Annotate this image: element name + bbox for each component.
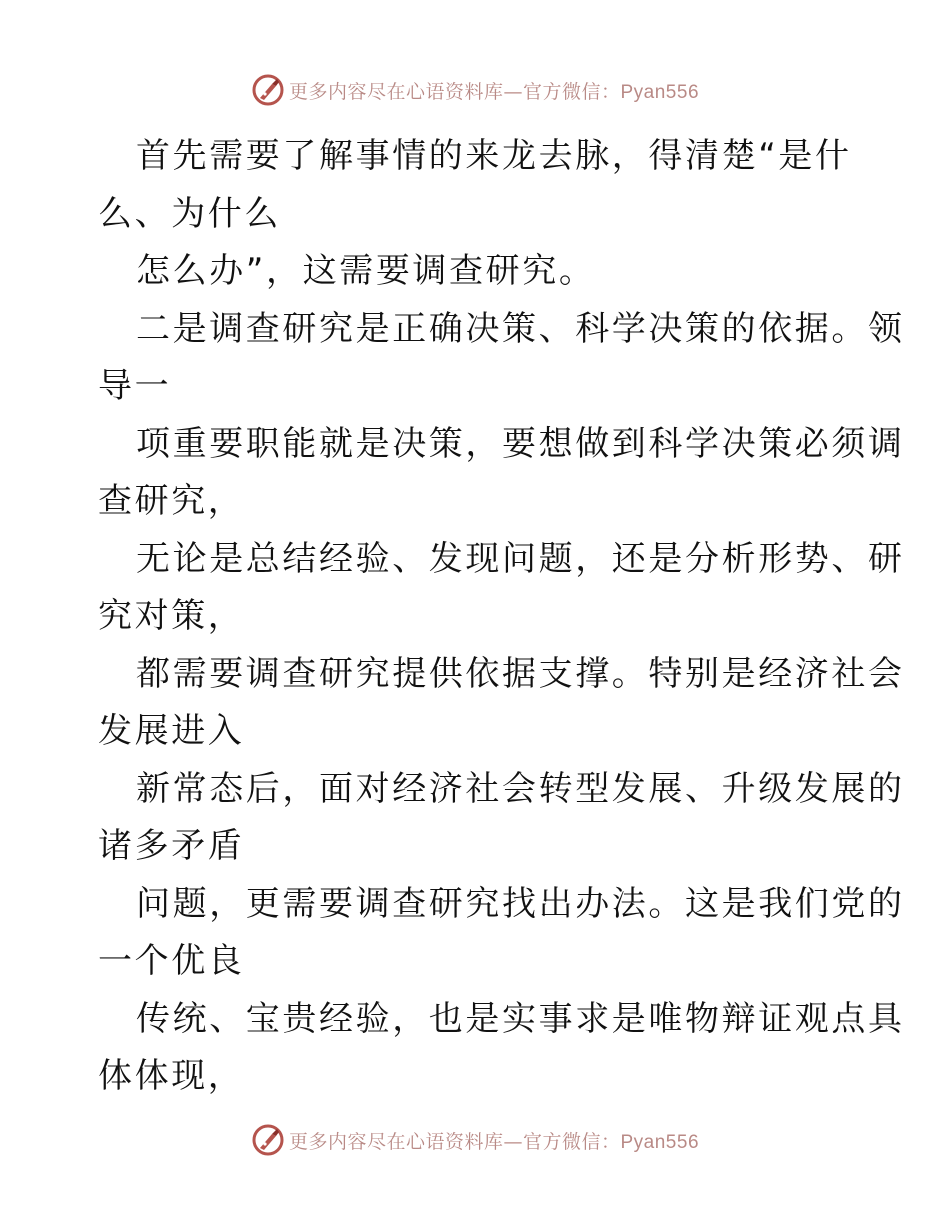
text-line: 都需要调查研究提供依据支撑。特别是经济社会 — [136, 653, 905, 694]
header-wechat-label: 官方微信： — [522, 80, 621, 103]
header-banner — [0, 72, 950, 108]
text-line: 究对策， — [98, 596, 245, 636]
footer-wechat-label: 官方微信： — [522, 1130, 621, 1153]
text-line: 无论是总结经验、发现问题，还是分析形势、研 — [136, 538, 905, 579]
text-line: 体体现， — [98, 1056, 245, 1096]
footer-title: 更多内容尽在心语资料库 — [288, 1130, 504, 1153]
header-wechat-id: Pyan556 — [620, 81, 700, 103]
text-line: 首先需要了解事情的来龙去脉，得清楚“是什 — [136, 136, 852, 176]
footer-wechat-id: Pyan556 — [620, 1131, 700, 1153]
header-title: 更多内容尽在心语资料库 — [288, 80, 504, 103]
header-text — [289, 77, 699, 104]
text-line: 项重要职能就是决策，要想做到科学决策必须调 — [136, 423, 905, 464]
pen-nib-logo-icon — [251, 73, 285, 107]
text-line: 传统、宝贵经验，也是实事求是唯物辩证观点具 — [136, 998, 905, 1039]
text-line: 发展进入 — [98, 711, 245, 751]
document-body — [98, 128, 905, 1106]
footer-dash: — — [503, 1130, 523, 1153]
text-line: 二是调查研究是正确决策、科学决策的依据。领 — [136, 308, 905, 349]
footer-text — [289, 1127, 699, 1154]
footer-banner — [0, 1122, 950, 1158]
text-line: 么、为什么 — [98, 193, 281, 234]
text-line: 诸多矛盾 — [98, 826, 245, 866]
header-dash: — — [503, 80, 523, 103]
text-line: 问题，更需要调查研究找出办法。这是我们党的 — [136, 883, 905, 924]
text-line: 查研究， — [98, 481, 245, 521]
pen-nib-logo-icon — [251, 1123, 285, 1157]
text-line: 怎么办”，这需要调查研究。 — [136, 251, 596, 291]
text-line: 一个优良 — [98, 941, 245, 981]
text-line: 新常态后，面对经济社会转型发展、升级发展的 — [136, 768, 905, 809]
text-line: 导一 — [98, 366, 172, 406]
